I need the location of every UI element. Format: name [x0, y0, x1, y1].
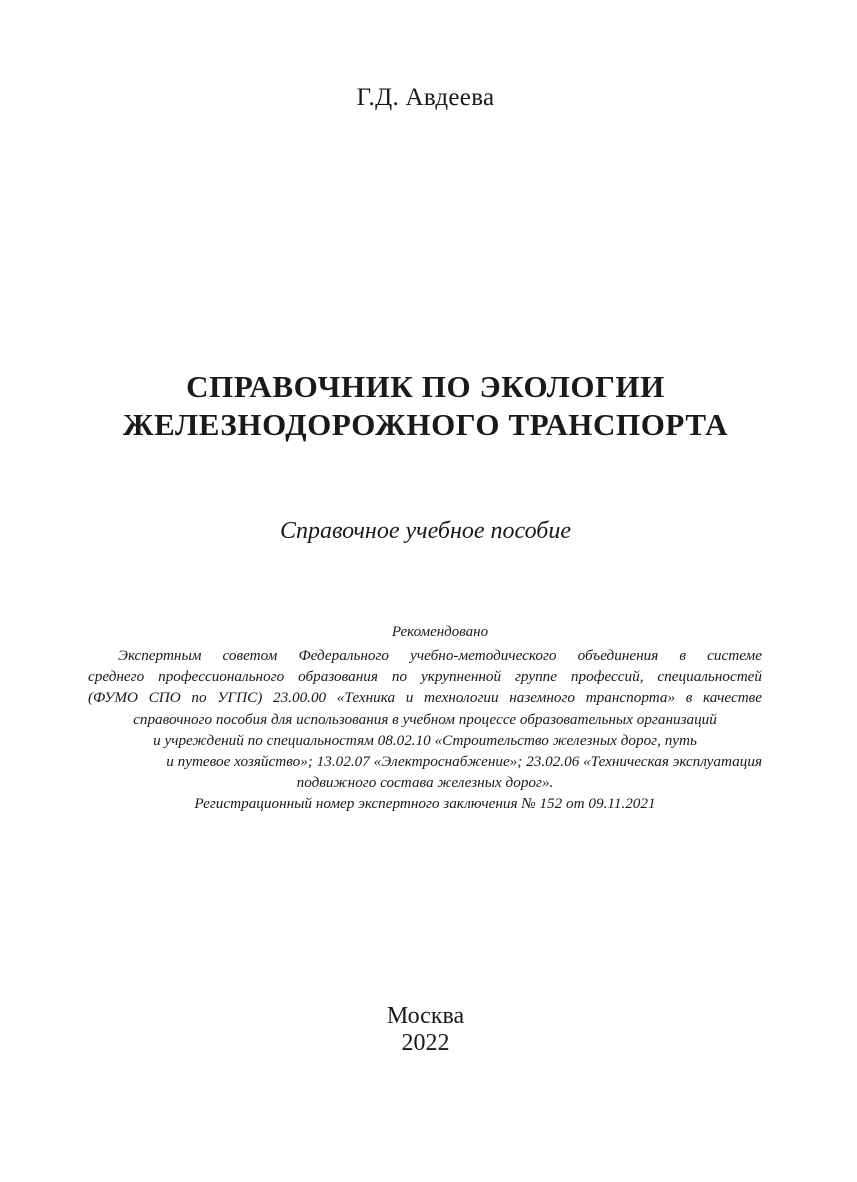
book-subtitle: Справочное учебное пособие	[279, 518, 572, 544]
recommendation-line: справочного пособия для использования в учебном процессе образовательных организаций	[133, 710, 717, 728]
publication-year: 2022	[401, 1030, 450, 1056]
publication-city: Москва	[386, 1003, 465, 1029]
registration-number-line: Регистрационный номер экспертного заключения № 152 от 09.11.2021	[194, 795, 656, 813]
recommendation-line: (ФУМО СПО по УГПС) 23.00.00 «Техника и технологии наземного транспорта» в качестве	[88, 689, 762, 707]
recommendation-line: подвижного состава железных дорог».	[296, 774, 554, 792]
recommendation-line: и учреждений по специальностям 08.02.10 «Строительство железных дорог, путь	[153, 731, 697, 749]
recommendation-heading: Рекомендовано	[391, 624, 489, 640]
recommendation-line: среднего профессионального образования по укрупненной группе профессий, специальностей	[88, 668, 762, 686]
book-title-line-2: ЖЕЛЕЗНОДОРОЖНОГО ТРАНСПОРТА	[122, 407, 729, 442]
book-title	[0, 368, 851, 444]
recommendation-text	[88, 645, 762, 815]
recommendation-line: и путевое хозяйство»; 13.02.07 «Электроснабжение»; 23.02.06 «Техническая эксплуатация	[166, 753, 762, 771]
author-name: Г.Д. Авдеева	[356, 84, 495, 111]
recommendation-line: Экспертным советом Федерального учебно-методического объединения в системе	[118, 647, 762, 664]
book-title-line-1: СПРАВОЧНИК ПО ЭКОЛОГИИ	[186, 369, 665, 404]
